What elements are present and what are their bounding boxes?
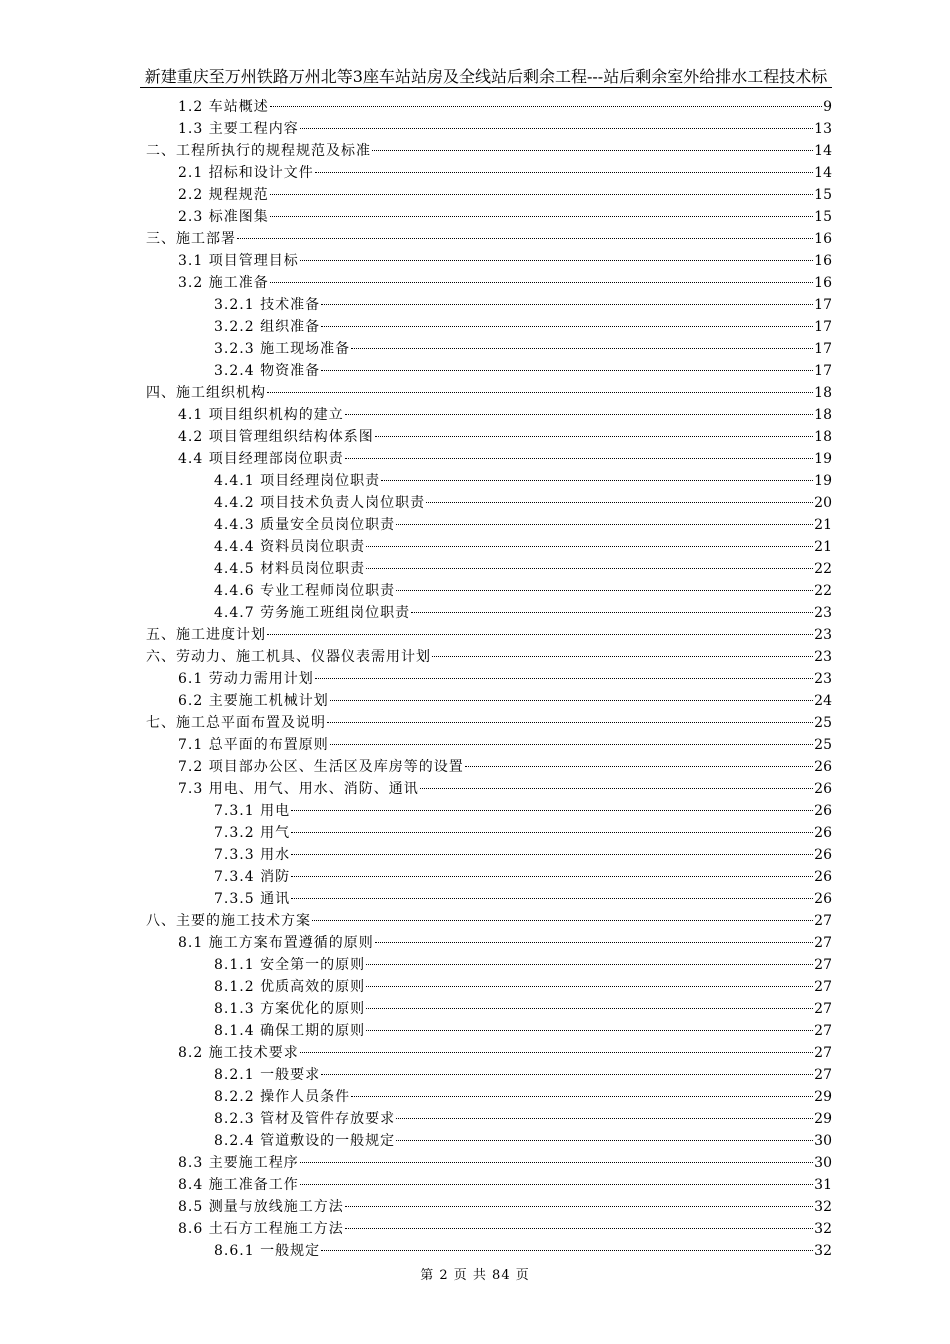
- toc-leader-dots: [351, 348, 813, 349]
- toc-entry-page: 15: [814, 209, 832, 225]
- toc-entry-label: 3.2.1 技术准备: [214, 297, 321, 313]
- toc-entry[interactable]: [146, 272, 832, 294]
- toc-entry-label: 6.2 主要施工机械计划: [178, 693, 329, 709]
- toc-leader-dots: [426, 502, 813, 503]
- toc-leader-dots: [366, 1030, 813, 1031]
- toc-leader-dots: [345, 1228, 813, 1229]
- toc-entry[interactable]: [146, 690, 832, 712]
- toc-leader-dots: [330, 700, 813, 701]
- toc-entry[interactable]: [146, 558, 832, 580]
- toc-leader-dots: [372, 150, 813, 151]
- toc-entry-page: 30: [814, 1133, 832, 1149]
- toc-leader-dots: [411, 612, 813, 613]
- toc-entry-page: 23: [814, 627, 832, 643]
- toc-leader-dots: [300, 1052, 813, 1053]
- toc-entry[interactable]: [146, 1108, 832, 1130]
- toc-entry[interactable]: [146, 1086, 832, 1108]
- toc-leader-dots: [327, 722, 813, 723]
- toc-entry-page: 27: [814, 935, 832, 951]
- toc-entry-page: 29: [814, 1111, 832, 1127]
- toc-leader-dots: [291, 832, 813, 833]
- toc-entry[interactable]: [146, 844, 832, 866]
- toc-entry[interactable]: [146, 668, 832, 690]
- toc-entry-page: 25: [814, 737, 832, 753]
- toc-entry-page: 21: [814, 539, 832, 555]
- page-footer: [0, 1264, 950, 1283]
- toc-entry[interactable]: [146, 910, 832, 932]
- toc-leader-dots: [300, 1162, 813, 1163]
- toc-entry-page: 19: [814, 473, 832, 489]
- toc-entry-page: 26: [814, 803, 832, 819]
- toc-entry-label: 五、施工进度计划: [146, 627, 266, 643]
- toc-entry-page: 23: [814, 671, 832, 687]
- toc-leader-dots: [351, 1096, 813, 1097]
- toc-leader-dots: [315, 172, 813, 173]
- toc-entry-page: 9: [823, 99, 832, 115]
- toc-entry-label: 7.1 总平面的布置原则: [178, 737, 329, 753]
- toc-entry-label: 7.3 用电、用气、用水、消防、通讯: [178, 781, 419, 797]
- toc-entry-page: 16: [814, 231, 832, 247]
- toc-leader-dots: [366, 546, 813, 547]
- toc-entry-page: 27: [814, 1045, 832, 1061]
- toc-entry-label: 8.1.1 安全第一的原则: [214, 957, 366, 973]
- toc-leader-dots: [321, 304, 813, 305]
- toc-entry-label: 4.4.7 劳务施工班组岗位职责: [214, 605, 411, 621]
- toc-entry-page: 20: [814, 495, 832, 511]
- toc-entry-label: 8.2.3 管材及管件存放要求: [214, 1111, 396, 1127]
- toc-leader-dots: [321, 1074, 813, 1075]
- toc-entry-page: 27: [814, 1023, 832, 1039]
- toc-entry-page: 17: [814, 341, 832, 357]
- toc-leader-dots: [312, 920, 813, 921]
- toc-entry-label: 3.2 施工准备: [178, 275, 269, 291]
- toc-entry-page: 16: [814, 253, 832, 269]
- toc-entry-page: 31: [814, 1177, 832, 1193]
- toc-entry-label: 8.1.3 方案优化的原则: [214, 1001, 366, 1017]
- toc-entry-page: 26: [814, 759, 832, 775]
- toc-entry-page: 21: [814, 517, 832, 533]
- toc-entry[interactable]: [146, 998, 832, 1020]
- toc-entry-label: 3.2.2 组织准备: [214, 319, 321, 335]
- toc-entry[interactable]: [146, 1196, 832, 1218]
- toc-entry-page: 30: [814, 1155, 832, 1171]
- toc-entry[interactable]: [146, 734, 832, 756]
- toc-entry-page: 13: [814, 121, 832, 137]
- toc-entry-page: 26: [814, 781, 832, 797]
- toc-entry-label: 4.1 项目组织机构的建立: [178, 407, 344, 423]
- toc-entry-label: 4.4.2 项目技术负责人岗位职责: [214, 495, 426, 511]
- toc-entry[interactable]: [146, 756, 832, 778]
- toc-entry-page: 25: [814, 715, 832, 731]
- toc-entry[interactable]: [146, 1020, 832, 1042]
- toc-entry-label: 4.2 项目管理组织结构体系图: [178, 429, 374, 445]
- toc-entry-label: 3.2.4 物资准备: [214, 363, 321, 379]
- toc-entry[interactable]: [146, 888, 832, 910]
- toc-entry-label: 4.4.3 质量安全员岗位职责: [214, 517, 396, 533]
- toc-leader-dots: [270, 106, 822, 107]
- toc-leader-dots: [321, 326, 813, 327]
- toc-entry-page: 26: [814, 825, 832, 841]
- toc-entry-label: 4.4 项目经理部岗位职责: [178, 451, 344, 467]
- toc-entry-page: 32: [814, 1199, 832, 1215]
- toc-entry[interactable]: [146, 316, 832, 338]
- toc-entry-label: 8.2 施工技术要求: [178, 1045, 299, 1061]
- header-divider: [140, 87, 832, 88]
- toc-entry-page: 32: [814, 1243, 832, 1259]
- toc-entry-page: 23: [814, 605, 832, 621]
- toc-entry[interactable]: [146, 778, 832, 800]
- toc-entry[interactable]: [146, 624, 832, 646]
- toc-entry-page: 27: [814, 1001, 832, 1017]
- toc-entry-label: 6.1 劳动力需用计划: [178, 671, 314, 687]
- toc-entry-label: 8.2.4 管道敷设的一般规定: [214, 1133, 396, 1149]
- toc-entry-label: 8.4 施工准备工作: [178, 1177, 299, 1193]
- toc-leader-dots: [345, 1206, 813, 1207]
- toc-entry-label: 3.2.3 施工现场准备: [214, 341, 351, 357]
- toc-entry[interactable]: [146, 118, 832, 140]
- toc-entry[interactable]: [146, 140, 832, 162]
- toc-leader-dots: [375, 436, 813, 437]
- toc-entry[interactable]: [146, 712, 832, 734]
- toc-entry-label: 7.3.1 用电: [214, 803, 291, 819]
- toc-entry-page: 17: [814, 297, 832, 313]
- toc-entry[interactable]: [146, 206, 832, 228]
- toc-entry[interactable]: [146, 800, 832, 822]
- toc-leader-dots: [300, 1184, 813, 1185]
- toc-entry-label: 7.3.4 消防: [214, 869, 291, 885]
- toc-entry-page: 18: [814, 385, 832, 401]
- toc-entry[interactable]: [146, 250, 832, 272]
- toc-entry-page: 17: [814, 363, 832, 379]
- toc-entry-label: 六、劳动力、施工机具、仪器仪表需用计划: [146, 649, 431, 665]
- table-of-contents: [146, 96, 832, 1262]
- toc-entry[interactable]: [146, 382, 832, 404]
- toc-entry-page: 17: [814, 319, 832, 335]
- toc-entry[interactable]: [146, 448, 832, 470]
- toc-entry-page: 14: [814, 165, 832, 181]
- toc-entry-label: 4.4.4 资料员岗位职责: [214, 539, 366, 555]
- toc-entry-page: 26: [814, 891, 832, 907]
- toc-entry-label: 8.3 主要施工程序: [178, 1155, 299, 1171]
- toc-entry-page: 14: [814, 143, 832, 159]
- toc-leader-dots: [300, 260, 813, 261]
- toc-entry[interactable]: [146, 1042, 832, 1064]
- toc-leader-dots: [396, 524, 813, 525]
- toc-entry-label: 3.1 项目管理目标: [178, 253, 299, 269]
- toc-entry-label: 7.3.5 通讯: [214, 891, 291, 907]
- toc-leader-dots: [366, 568, 813, 569]
- toc-entry[interactable]: [146, 976, 832, 998]
- toc-entry-page: 15: [814, 187, 832, 203]
- toc-leader-dots: [267, 392, 813, 393]
- toc-entry[interactable]: [146, 492, 832, 514]
- toc-entry-label: 8.6 土石方工程施工方法: [178, 1221, 344, 1237]
- toc-entry-label: 1.2 车站概述: [178, 99, 269, 115]
- toc-entry[interactable]: [146, 426, 832, 448]
- toc-entry-label: 4.4.1 项目经理岗位职责: [214, 473, 381, 489]
- toc-entry-label: 8.5 测量与放线施工方法: [178, 1199, 344, 1215]
- toc-entry[interactable]: [146, 822, 832, 844]
- toc-leader-dots: [330, 744, 813, 745]
- toc-leader-dots: [396, 1118, 813, 1119]
- toc-entry-page: 22: [814, 583, 832, 599]
- toc-entry[interactable]: [146, 1064, 832, 1086]
- toc-entry-page: 22: [814, 561, 832, 577]
- toc-leader-dots: [270, 282, 813, 283]
- toc-entry[interactable]: [146, 404, 832, 426]
- toc-entry-label: 8.1 施工方案布置遵循的原则: [178, 935, 374, 951]
- toc-entry[interactable]: [146, 514, 832, 536]
- toc-entry[interactable]: [146, 1152, 832, 1174]
- toc-leader-dots: [432, 656, 813, 657]
- header-title: 新建重庆至万州铁路万州北等3座车站站房及全线站后剩余工程---站后剩余室外给排水工程技术标: [144, 67, 828, 86]
- toc-entry-label: 七、施工总平面布置及说明: [146, 715, 326, 731]
- toc-entry-label: 7.3.3 用水: [214, 847, 291, 863]
- toc-entry-page: 27: [814, 979, 832, 995]
- toc-entry-label: 8.1.4 确保工期的原则: [214, 1023, 366, 1039]
- toc-entry-label: 八、主要的施工技术方案: [146, 913, 311, 929]
- toc-entry-label: 2.3 标准图集: [178, 209, 269, 225]
- toc-entry[interactable]: [146, 228, 832, 250]
- toc-leader-dots: [270, 194, 813, 195]
- toc-entry-page: 23: [814, 649, 832, 665]
- toc-entry[interactable]: [146, 602, 832, 624]
- toc-leader-dots: [300, 128, 813, 129]
- toc-entry-page: 16: [814, 275, 832, 291]
- toc-entry[interactable]: [146, 536, 832, 558]
- toc-leader-dots: [420, 788, 813, 789]
- toc-entry-label: 7.3.2 用气: [214, 825, 291, 841]
- toc-entry-page: 29: [814, 1089, 832, 1105]
- toc-entry[interactable]: [146, 338, 832, 360]
- toc-entry-page: 18: [814, 429, 832, 445]
- toc-entry[interactable]: [146, 1174, 832, 1196]
- toc-entry[interactable]: [146, 932, 832, 954]
- toc-leader-dots: [237, 238, 813, 239]
- toc-leader-dots: [267, 634, 813, 635]
- toc-entry-page: 24: [814, 693, 832, 709]
- toc-entry[interactable]: [146, 1240, 832, 1262]
- toc-entry[interactable]: [146, 866, 832, 888]
- toc-leader-dots: [291, 854, 813, 855]
- toc-leader-dots: [465, 766, 813, 767]
- toc-entry-page: 27: [814, 1067, 832, 1083]
- toc-entry-page: 19: [814, 451, 832, 467]
- toc-entry[interactable]: [146, 1130, 832, 1152]
- toc-entry[interactable]: [146, 580, 832, 602]
- toc-leader-dots: [396, 590, 813, 591]
- toc-entry[interactable]: [146, 646, 832, 668]
- toc-entry-label: 二、工程所执行的规程规范及标准: [146, 143, 371, 159]
- toc-leader-dots: [381, 480, 813, 481]
- toc-entry-label: 7.2 项目部办公区、生活区及库房等的设置: [178, 759, 464, 775]
- toc-entry-page: 32: [814, 1221, 832, 1237]
- toc-leader-dots: [375, 942, 813, 943]
- toc-entry[interactable]: [146, 294, 832, 316]
- toc-leader-dots: [396, 1140, 813, 1141]
- toc-entry-label: 8.2.2 操作人员条件: [214, 1089, 351, 1105]
- toc-leader-dots: [366, 1008, 813, 1009]
- toc-entry[interactable]: [146, 954, 832, 976]
- toc-leader-dots: [345, 458, 813, 459]
- toc-entry-page: 26: [814, 847, 832, 863]
- toc-entry-label: 4.4.5 材料员岗位职责: [214, 561, 366, 577]
- toc-entry-page: 26: [814, 869, 832, 885]
- toc-entry[interactable]: [146, 96, 832, 118]
- toc-entry-page: 27: [814, 957, 832, 973]
- page-number: 第 2 页 共 84 页: [420, 1268, 530, 1283]
- toc-leader-dots: [321, 370, 813, 371]
- toc-entry[interactable]: [146, 184, 832, 206]
- page-header: [140, 64, 832, 87]
- toc-leader-dots: [321, 1250, 813, 1251]
- toc-entry-label: 2.2 规程规范: [178, 187, 269, 203]
- toc-leader-dots: [270, 216, 813, 217]
- toc-leader-dots: [366, 986, 813, 987]
- toc-entry-label: 四、施工组织机构: [146, 385, 266, 401]
- toc-entry-page: 18: [814, 407, 832, 423]
- toc-entry-label: 三、施工部署: [146, 231, 236, 247]
- toc-leader-dots: [366, 964, 813, 965]
- toc-entry-label: 4.4.6 专业工程师岗位职责: [214, 583, 396, 599]
- toc-entry[interactable]: [146, 1218, 832, 1240]
- toc-leader-dots: [291, 876, 813, 877]
- toc-leader-dots: [291, 898, 813, 899]
- toc-entry[interactable]: [146, 360, 832, 382]
- toc-entry-label: 1.3 主要工程内容: [178, 121, 299, 137]
- toc-leader-dots: [291, 810, 813, 811]
- toc-leader-dots: [315, 678, 813, 679]
- toc-entry-page: 27: [814, 913, 832, 929]
- toc-entry-label: 8.2.1 一般要求: [214, 1067, 321, 1083]
- toc-leader-dots: [345, 414, 813, 415]
- toc-entry[interactable]: [146, 162, 832, 184]
- toc-entry-label: 2.1 招标和设计文件: [178, 165, 314, 181]
- toc-entry[interactable]: [146, 470, 832, 492]
- toc-entry-label: 8.1.2 优质高效的原则: [214, 979, 366, 995]
- toc-entry-label: 8.6.1 一般规定: [214, 1243, 321, 1259]
